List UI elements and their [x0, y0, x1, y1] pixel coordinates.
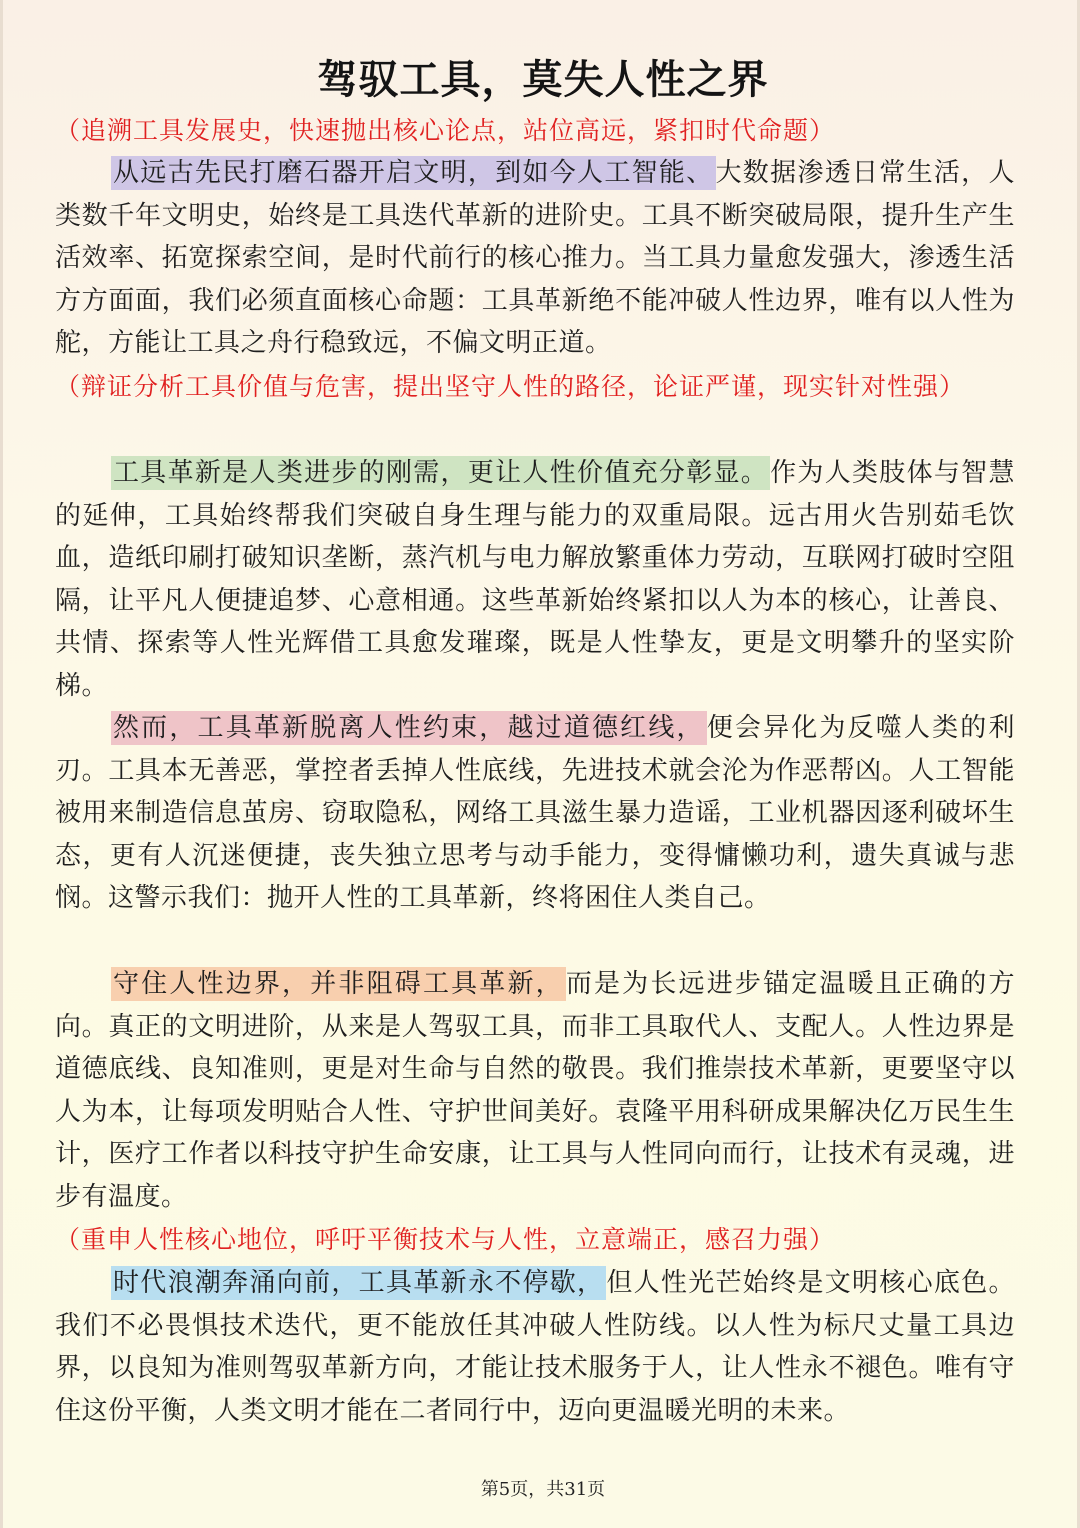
paragraph-3-body: 便会异化为反噬人类的利刃。工具本无善恶，掌控者丢掉人性底线，先进技术就会沦为作恶帮凶。人工智能被用来制造信息茧房、窃取隐私，网络工具滋生暴力造谣，工业机器因逐利破坏生态，更有人沉迷便捷，丧失独立思考与动手能力，变得慵懒功利，遗失真诚与悲悯。这警示我们：抛开人性的工具革新，终将困住人类自己。	[55, 713, 1015, 913]
comment-note-3: （重申人性核心地位，呼吁平衡技术与人性，立意端正，感召力强）	[55, 1225, 836, 1254]
paragraph-2-body: 作为人类肢体与智慧的延伸，工具始终帮我们突破自身生理与能力的双重局限。远古用火告别茹毛饮血，造纸印刷打破知识垄断，蒸汽机与电力解放繁重体力劳动，互联网打破时空阻隔，让平凡人便捷追梦、心意相通。这些革新始终紧扣以人为本的核心，让善良、共情、探索等人性光辉借工具愈发璀璨，既是人性挚友，更是文明攀升的坚实阶梯。	[55, 458, 1015, 701]
comment-note-1: （追溯工具发展史，快速抛出核心论点，站位高远，紧扣时代命题）	[55, 116, 836, 145]
page-number: 第5页，共31页	[480, 1479, 606, 1500]
paragraph-1	[55, 152, 1015, 365]
page-title: 驾驭工具，莫失人性之界	[317, 57, 769, 103]
paragraph-1-body: 大数据渗透日常生活，人类数千年文明史，始终是工具迭代革新的进阶史。工具不断突破局限，提升生产生活效率、拓宽探索空间，是时代前行的核心推力。当工具力量愈发强大，渗透生活方方面面，我们必须直面核心命题：工具革新绝不能冲破人性边界，唯有以人性为舵，方能让工具之舟行稳致远，不偏文明正道。	[55, 158, 1015, 358]
highlighted-sentence-4: 守住人性边界，并非阻碍工具革新，	[113, 969, 564, 999]
highlighted-sentence-1: 从远古先民打磨石器开启文明，到如今人工智能、	[113, 158, 714, 188]
paragraph-3	[55, 707, 1015, 920]
comment-note-2: （辩证分析工具价值与危害，提出坚守人性的路径，论证严谨，现实针对性强）	[55, 372, 966, 401]
paragraph-4	[55, 963, 1015, 1218]
highlighted-sentence-3: 然而，工具革新脱离人性约束，越过道德红线，	[113, 713, 705, 743]
paragraph-2	[55, 452, 1015, 707]
paragraph-4-body: 而是为长远进步锚定温暖且正确的方向。真正的文明进阶，从来是人驾驭工具，而非工具取代人、支配人。人性边界是道德底线、良知准则，更是对生命与自然的敬畏。我们推崇技术革新，更要坚守以人为本，让每项发明贴合人性、守护世间美好。袁隆平用科研成果解决亿万民生生计，医疗工作者以科技守护生命安康，让工具与人性同向而行，让技术有灵魂，进步有温度。	[55, 969, 1015, 1212]
paragraph-5	[55, 1262, 1015, 1432]
highlighted-sentence-2: 工具革新是人类进步的刚需，更让人性价值充分彰显。	[113, 458, 769, 488]
highlighted-sentence-5: 时代浪潮奔涌向前，工具革新永不停歇，	[113, 1268, 605, 1298]
paragraph-5-body: 但人性光芒始终是文明核心底色。我们不必畏惧技术迭代，更不能放任其冲破人性防线。以人性为标尺丈量工具边界，以良知为准则驾驭革新方向，才能让技术服务于人，让人性永不褪色。唯有守住这份平衡，人类文明才能在二者同行中，迈向更温暖光明的未来。	[55, 1268, 1015, 1426]
